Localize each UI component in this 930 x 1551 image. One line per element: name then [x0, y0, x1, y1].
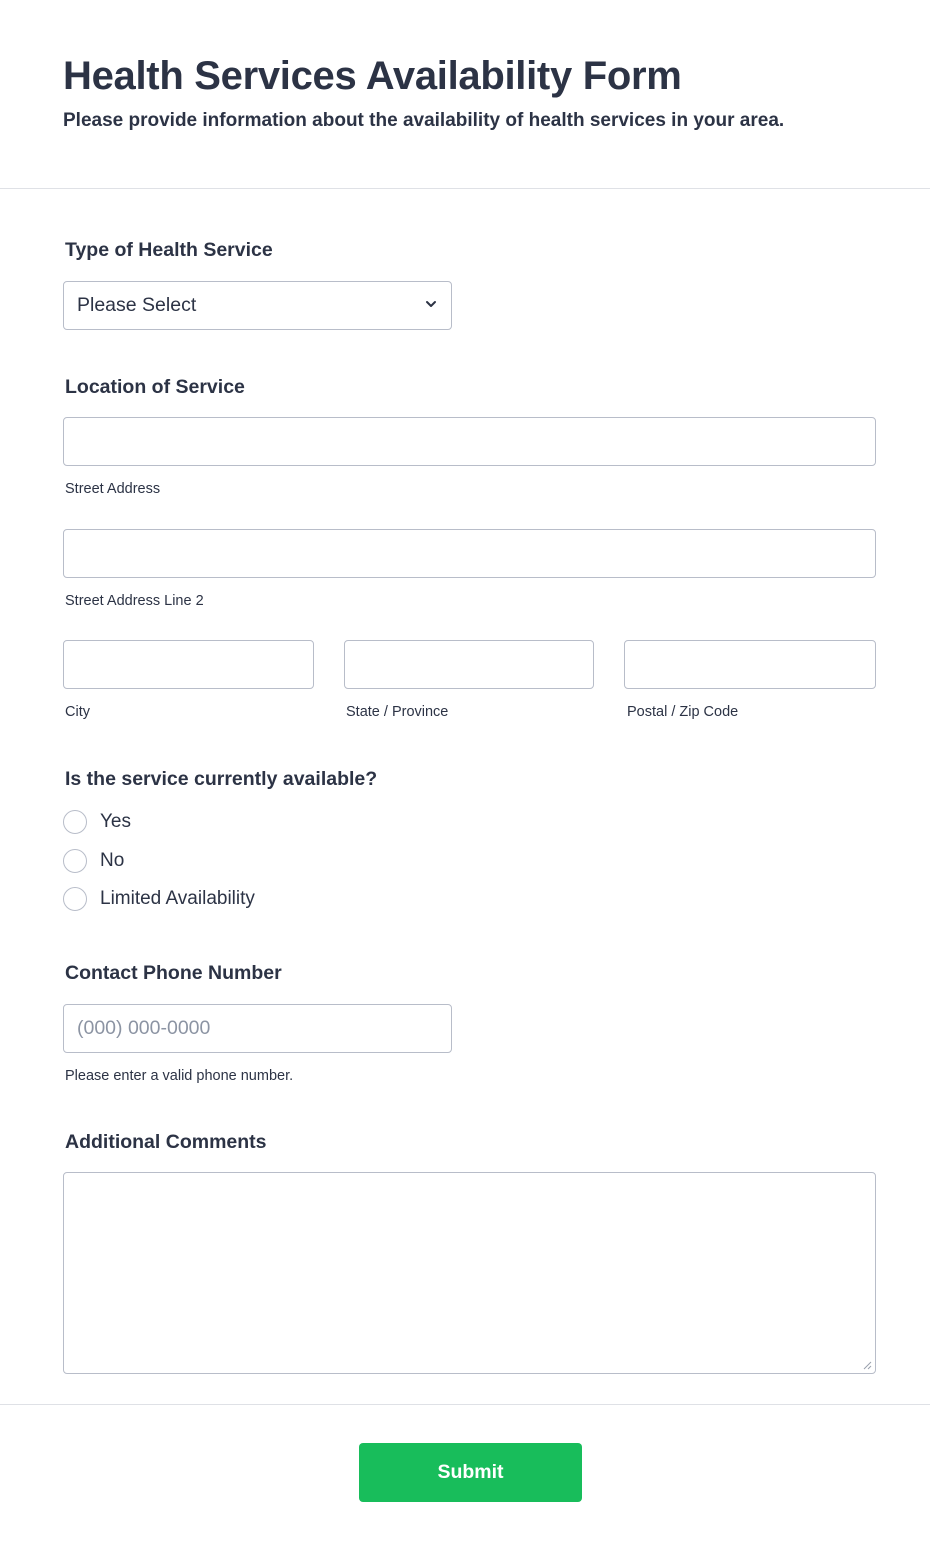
- comments-textarea[interactable]: [63, 1172, 876, 1374]
- radio-option-limited[interactable]: [63, 887, 255, 911]
- radio-option-label: Yes: [100, 811, 131, 832]
- service-type-selected-value: Please Select: [77, 294, 197, 316]
- resize-grip-icon[interactable]: [862, 1360, 872, 1370]
- city-sublabel: City: [65, 704, 90, 720]
- state-input[interactable]: [344, 640, 594, 689]
- radio-option-yes[interactable]: [63, 810, 131, 834]
- phone-hint: Please enter a valid phone number.: [65, 1068, 294, 1084]
- postal-code-sublabel: Postal / Zip Code: [627, 704, 739, 720]
- city-input[interactable]: [63, 640, 314, 689]
- state-sublabel: State / Province: [346, 704, 449, 720]
- submit-button[interactable]: Submit: [359, 1443, 582, 1502]
- phone-label: Contact Phone Number: [65, 962, 282, 984]
- phone-placeholder: (000) 000-0000: [77, 1017, 211, 1039]
- availability-label: Is the service currently available?: [65, 768, 378, 790]
- phone-input[interactable]: [63, 1004, 452, 1053]
- radio-option-no[interactable]: [63, 849, 124, 873]
- location-label: Location of Service: [65, 376, 245, 398]
- radio-option-label: No: [100, 850, 125, 871]
- chevron-down-icon: [424, 297, 438, 311]
- street-address-line2-sublabel: Street Address Line 2: [65, 593, 204, 609]
- street-address-sublabel: Street Address: [65, 481, 161, 497]
- postal-code-input[interactable]: [624, 640, 876, 689]
- page-subtitle: Please provide information about the availability of health services in your area.: [63, 110, 785, 131]
- page-title: Health Services Availability Form: [63, 54, 682, 98]
- service-type-label: Type of Health Service: [65, 239, 273, 261]
- radio-circle-icon[interactable]: [63, 810, 87, 834]
- service-type-select[interactable]: [63, 281, 452, 330]
- radio-circle-icon[interactable]: [63, 849, 87, 873]
- radio-circle-icon[interactable]: [63, 887, 87, 911]
- street-address-input[interactable]: [63, 417, 876, 466]
- radio-option-label: Limited Availability: [100, 888, 255, 909]
- form-header: [0, 0, 930, 189]
- comments-label: Additional Comments: [65, 1131, 267, 1153]
- street-address-line2-input[interactable]: [63, 529, 876, 578]
